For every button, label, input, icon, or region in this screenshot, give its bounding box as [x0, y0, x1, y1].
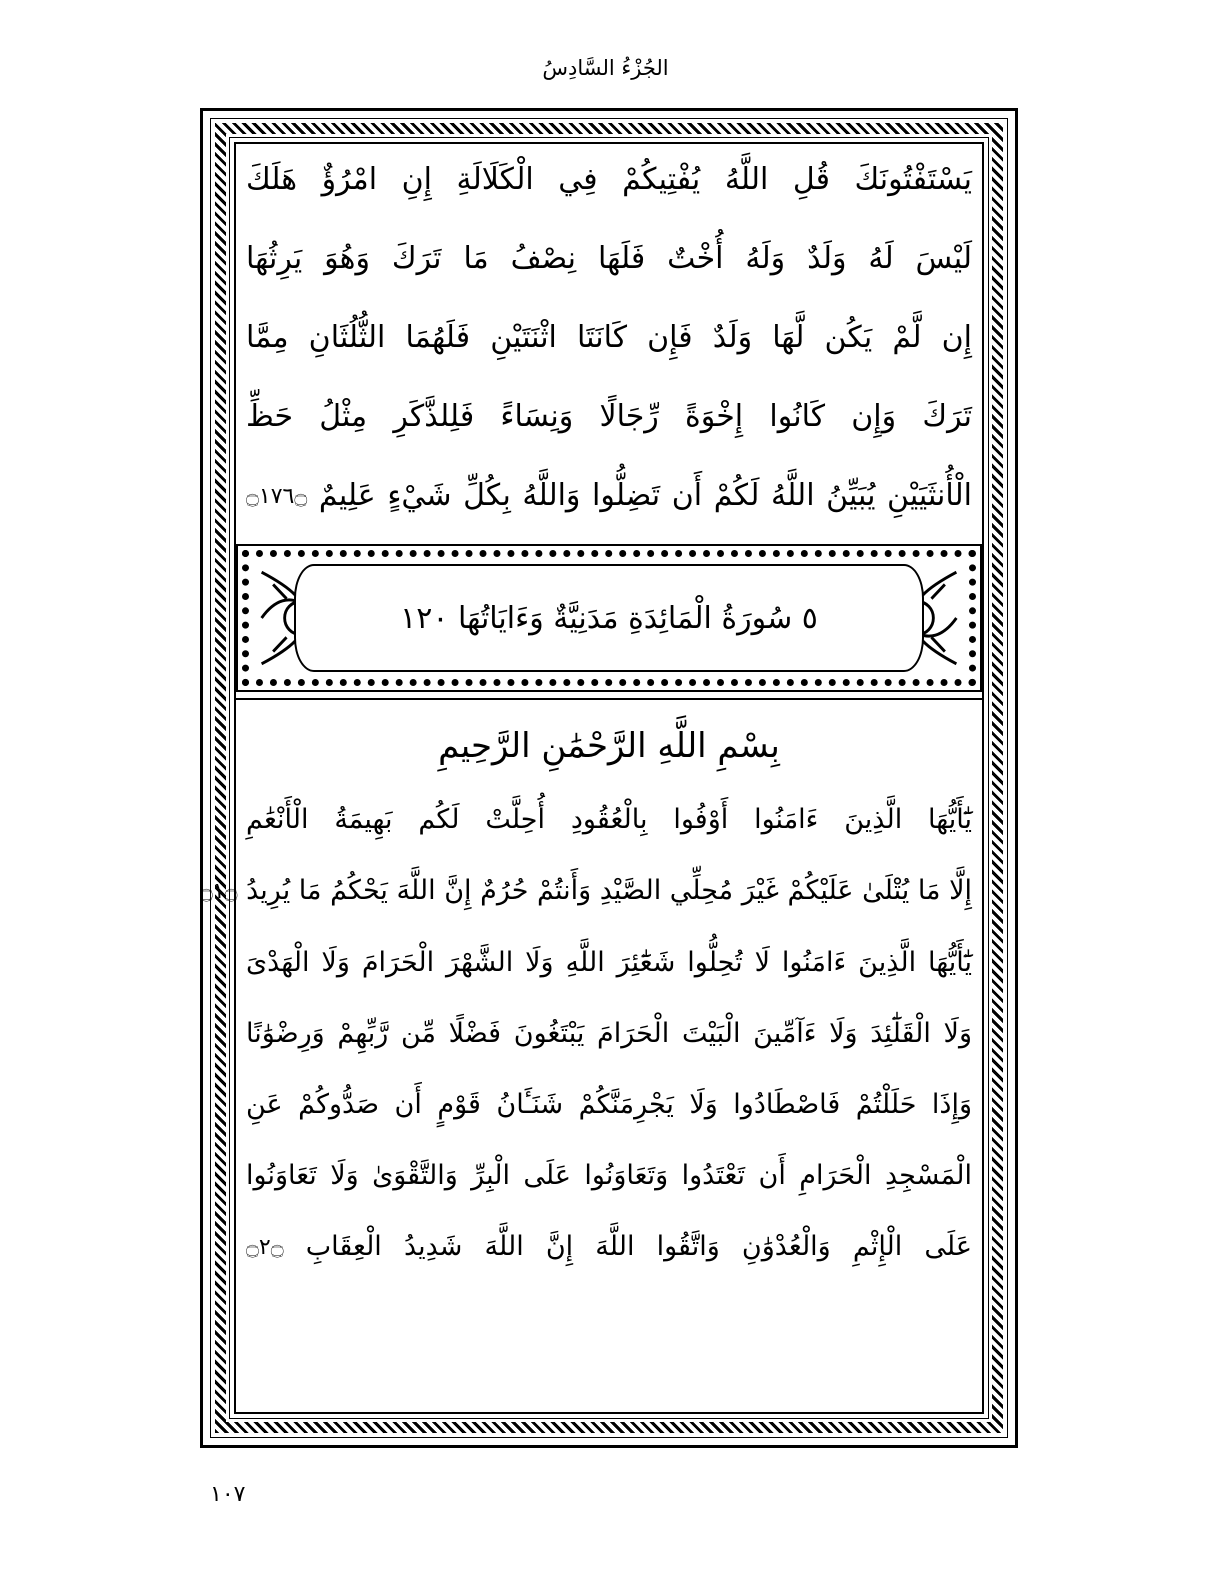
ayah-line: يَسْتَفْتُونَكَ قُلِ اللَّهُ يُفْتِيكُمْ فِي الْكَلَالَةِ إِنِ امْرُؤٌ هَلَكَ: [246, 162, 972, 197]
ayah-line-with-marker: [246, 1211, 972, 1283]
page-number: ١٠٧: [210, 1482, 246, 1507]
ayah-line: يَٰٓأَيُّهَا الَّذِينَ ءَامَنُوا لَا تُحِلُّوا شَعَٰٓئِرَ اللَّهِ وَلَا الشَّهْرَ الْحَرَامَ وَلَا الْهَدْىَ: [246, 947, 972, 978]
ayah-number-marker: ۝٢۝: [246, 1235, 284, 1260]
ayah-line-text: إِلَّا مَا يُتْلَىٰ عَلَيْكُمْ غَيْرَ مُحِلِّي الصَّيْدِ وَأَنتُمْ حُرُمٌ إِنَّ اللَّهَ يَحْكُمُ مَا يُرِيدُ: [246, 875, 972, 906]
ayah-line: يَٰٓأَيُّهَا الَّذِينَ ءَامَنُوا أَوْفُوا بِالْعُقُودِ أُحِلَّتْ لَكُم بَهِيمَةُ الْأَنْعَٰمِ: [246, 804, 972, 835]
surah-title-cartouche: [294, 564, 924, 672]
ayah-line-text: عَلَى الْإِثْمِ وَالْعُدْوَٰنِ وَاتَّقُوا اللَّهَ إِنَّ اللَّهَ شَدِيدُ الْعِقَابِ: [305, 1231, 972, 1262]
ayah-block-bottom: [199, 784, 982, 1283]
ayah-line-with-marker: [246, 456, 972, 536]
surah-title-band: [236, 544, 982, 692]
ayah-line: لَيْسَ لَهُ وَلَدٌ وَلَهُ أُخْتٌ فَلَهَا نِصْفُ مَا تَرَكَ وَهُوَ يَرِثُهَا: [246, 241, 972, 276]
ayah-line: إِن لَّمْ يَكُن لَّهَا وَلَدٌ فَإِن كَانَتَا اثْنَتَيْنِ فَلَهُمَا الثُّلُثَانِ مِمَّا: [246, 320, 972, 355]
page-content: [199, 140, 982, 1418]
juz-header: الجُزْءُ السَّادِسُ: [542, 56, 669, 80]
ayah-block-top: [236, 140, 982, 536]
ayah-line: وَإِذَا حَلَلْتُمْ فَاصْطَادُوا وَلَا يَجْرِمَنَّكُمْ شَنَـَٔانُ قَوْمٍ أَن صَدُّوكُمْ عَنِ: [246, 1089, 972, 1120]
ayah-number-marker: ۝١٧٦۝: [246, 484, 308, 509]
ayah-number-marker: ۝١۝: [199, 879, 238, 904]
basmala-line: بِسْمِ اللَّهِ الرَّحْمَٰنِ الرَّحِيمِ: [438, 726, 780, 766]
ayah-line-text: الْأُنثَيَيْنِ يُبَيِّنُ اللَّهُ لَكُمْ أَن تَضِلُّوا وَاللَّهُ بِكُلِّ شَيْءٍ عَلِيمٌ: [318, 478, 973, 513]
surah-title-text: ٥ سُورَةُ الْمَائِدَةِ مَدَنِيَّةٌ وَءَايَاتُهَا ١٢٠: [400, 600, 818, 636]
ayah-line: تَرَكَ وَإِن كَانُوا إِخْوَةً رِّجَالًا وَنِسَاءً فَلِلذَّكَرِ مِثْلُ حَظِّ: [246, 399, 972, 434]
ayah-line-with-marker: [199, 855, 972, 927]
ayah-line: الْمَسْجِدِ الْحَرَامِ أَن تَعْتَدُوا وَتَعَاوَنُوا عَلَى الْبِرِّ وَالتَّقْوَىٰ وَلَا تَعَاوَنُوا: [246, 1160, 972, 1191]
ayah-line: وَلَا الْقَلَٰٓئِدَ وَلَا ءَآمِّينَ الْبَيْتَ الْحَرَامَ يَبْتَغُونَ فَضْلًا مِّن رَّبِّهِمْ وَرِضْوَٰنًا: [246, 1018, 972, 1049]
